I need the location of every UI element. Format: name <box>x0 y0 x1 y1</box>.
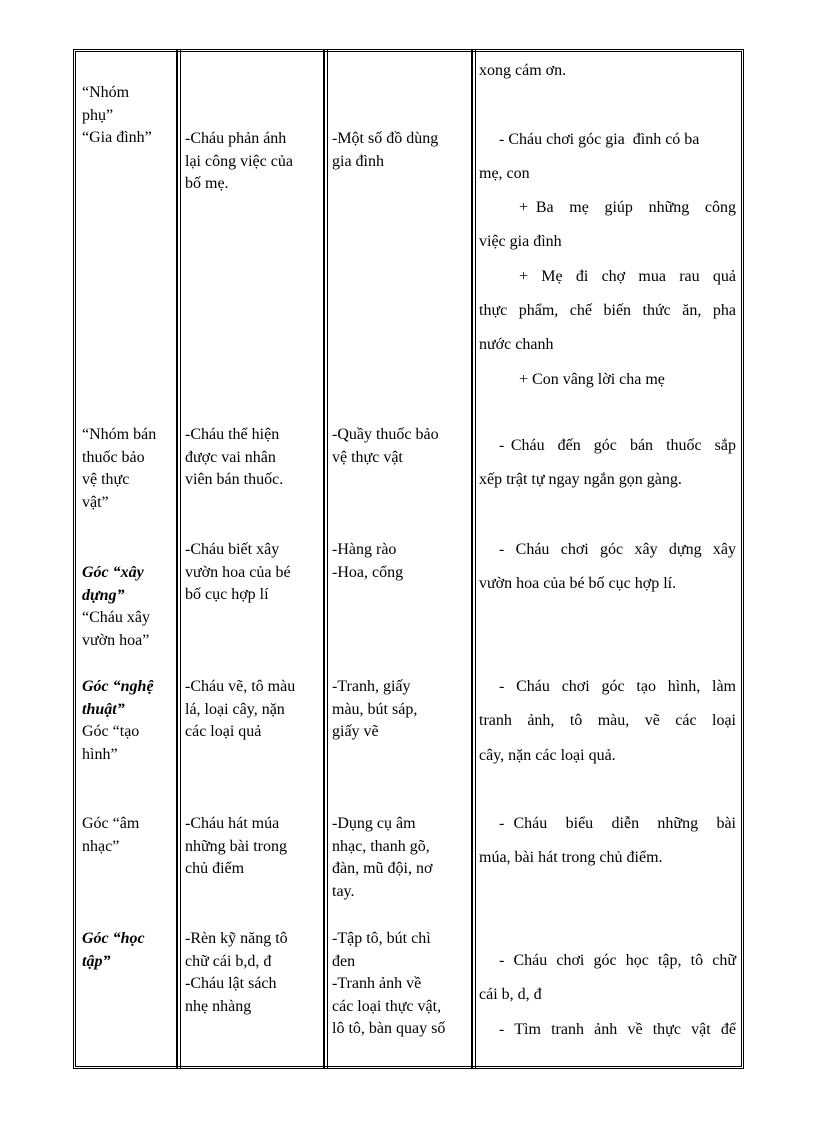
text-line: - Cháu chơi góc học tập, tô chữ <box>499 952 736 969</box>
text-line: các loại quả <box>185 723 262 740</box>
column-divider <box>176 49 178 1069</box>
requirement-text <box>185 928 320 1018</box>
text-line: hình” <box>82 745 118 763</box>
corner-name <box>82 82 174 150</box>
column-divider <box>475 49 476 1069</box>
materials-text <box>332 928 470 1041</box>
text-line: được vai nhân <box>185 448 276 466</box>
text-line: dựng” <box>82 586 125 604</box>
text-line: thuật” <box>82 700 125 718</box>
text-line: “Gia đình” <box>82 129 152 146</box>
text-line: -Cháu hát múa <box>185 815 280 832</box>
text-line: bố mẹ. <box>185 175 229 192</box>
text-line: - Cháu biểu diễn những bài <box>499 815 736 832</box>
text-line: lại công việc của <box>185 152 293 170</box>
text-line: xong cám ơn. <box>479 62 567 79</box>
text-line: -Quầy thuốc bảo <box>332 426 439 443</box>
corner-name <box>82 813 174 858</box>
text-line: + Con vâng lời cha mẹ <box>519 370 665 388</box>
text-line: Góc “học <box>82 930 145 947</box>
text-line: việc gia đình <box>479 233 562 251</box>
text-line: vật” <box>82 493 109 511</box>
materials-text <box>332 813 470 903</box>
text-line: tập” <box>82 952 111 970</box>
text-line: vệ thực vật <box>332 448 403 466</box>
text-line: tranh ảnh, tô màu, vẽ các loại <box>479 712 736 730</box>
activity-text <box>479 54 736 397</box>
activity-text <box>479 807 736 876</box>
text-line <box>479 88 736 122</box>
text-line: thuốc bảo <box>82 448 145 466</box>
text-line: - Cháu chơi góc gia đình có ba <box>499 130 700 148</box>
text-line: -Hàng rào <box>332 541 397 558</box>
text-line: -Cháu phản ánh <box>185 130 287 147</box>
text-line: -Tập tô, bút chì <box>332 930 431 947</box>
text-line: bố cục hợp lí <box>185 586 269 603</box>
text-line: Góc “xây <box>82 564 144 581</box>
column-divider <box>471 49 473 1069</box>
text-line: -Hoa, cổng <box>332 563 404 581</box>
text-line: giấy vẽ <box>332 723 379 740</box>
text-line: “Cháu xây <box>82 609 150 626</box>
text-line: vườn hoa của bé bố cục hợp lí. <box>479 575 677 593</box>
text-line: phụ” <box>82 106 114 124</box>
materials-text <box>332 128 470 173</box>
text-line: đàn, mũ đội, nơ <box>332 860 433 877</box>
materials-text <box>332 539 470 584</box>
text-line: nhạc, thanh gõ, <box>332 837 430 855</box>
text-line: “Nhóm bán <box>82 426 157 443</box>
corner-name <box>82 424 174 514</box>
text-line: + Mẹ đi chợ mua rau quả <box>519 267 736 285</box>
text-line: thực phẩm, chế biến thức ăn, pha <box>479 302 736 320</box>
text-line: vườn hoa của bé <box>185 563 291 581</box>
text-line: nhạc” <box>82 837 120 855</box>
text-line: -Một số đồ dùng <box>332 130 439 147</box>
text-line: viên bán thuốc. <box>185 471 284 488</box>
text-line: các loại thực vật, <box>332 997 442 1015</box>
activity-text <box>479 670 736 773</box>
text-line: đen <box>332 952 356 970</box>
text-line: nhẹ nhàng <box>185 997 252 1015</box>
column-divider <box>323 49 325 1069</box>
text-line: - Tìm tranh ảnh về thực vật để <box>499 1020 736 1038</box>
text-line: -Cháu biết xây <box>185 541 280 558</box>
text-line: -Dụng cụ âm <box>332 815 416 832</box>
corner-name <box>82 928 174 973</box>
text-line: - Cháu đến góc bán thuốc sắp <box>499 437 736 454</box>
text-line: -Tranh ảnh về <box>332 975 422 992</box>
text-line: chữ cái b,d, đ <box>185 952 272 970</box>
text-line: -Rèn kỹ năng tô <box>185 930 288 947</box>
text-line: -Cháu vẽ, tô màu <box>185 678 296 695</box>
text-line: “Nhóm <box>82 84 130 101</box>
column-divider <box>327 49 328 1069</box>
text-line: - Cháu chơi góc xây dựng xây <box>499 541 736 558</box>
text-line: -Cháu lật sách <box>185 975 277 992</box>
text-line: Góc “nghệ <box>82 678 154 695</box>
text-line: chủ điểm <box>185 860 245 877</box>
corner-name <box>82 676 174 766</box>
materials-text <box>332 424 470 469</box>
requirement-text <box>185 813 320 881</box>
text-line: nước chanh <box>479 336 554 354</box>
text-line: Góc “tạo <box>82 723 140 740</box>
text-line: vườn hoa” <box>82 631 150 649</box>
text-line: những bài trong <box>185 837 287 855</box>
requirement-text <box>185 676 320 744</box>
text-line: xếp trật tự ngay ngắn gọn gàng. <box>479 471 682 489</box>
activity-text <box>479 533 736 602</box>
text-line: cái b, d, đ <box>479 986 542 1004</box>
text-line: -Cháu thể hiện <box>185 426 280 443</box>
text-line: lô tô, bàn quay số <box>332 1020 446 1037</box>
text-line: lá, loại cây, nặn <box>185 700 285 718</box>
activity-text <box>479 944 736 1047</box>
text-line: màu, bút sáp, <box>332 700 418 718</box>
text-line: gia đình <box>332 152 384 170</box>
text-line: vệ thực <box>82 471 130 488</box>
text-line: múa, bài hát trong chủ điểm. <box>479 849 663 867</box>
text-line: tay. <box>332 882 355 900</box>
requirement-text <box>185 539 320 607</box>
column-divider <box>180 49 181 1069</box>
text-line: -Tranh, giấy <box>332 678 411 695</box>
activity-text <box>479 429 736 498</box>
corner-name <box>82 562 174 652</box>
text-line: + Ba mẹ giúp những công <box>519 199 736 217</box>
text-line: cây, nặn các loại quả. <box>479 746 616 764</box>
text-line: - Cháu chơi góc tạo hình, làm <box>499 678 736 695</box>
materials-text <box>332 676 470 744</box>
text-line: Góc “âm <box>82 815 140 832</box>
requirement-text <box>185 424 320 492</box>
text-line: mẹ, con <box>479 164 530 182</box>
requirement-text <box>185 128 320 196</box>
